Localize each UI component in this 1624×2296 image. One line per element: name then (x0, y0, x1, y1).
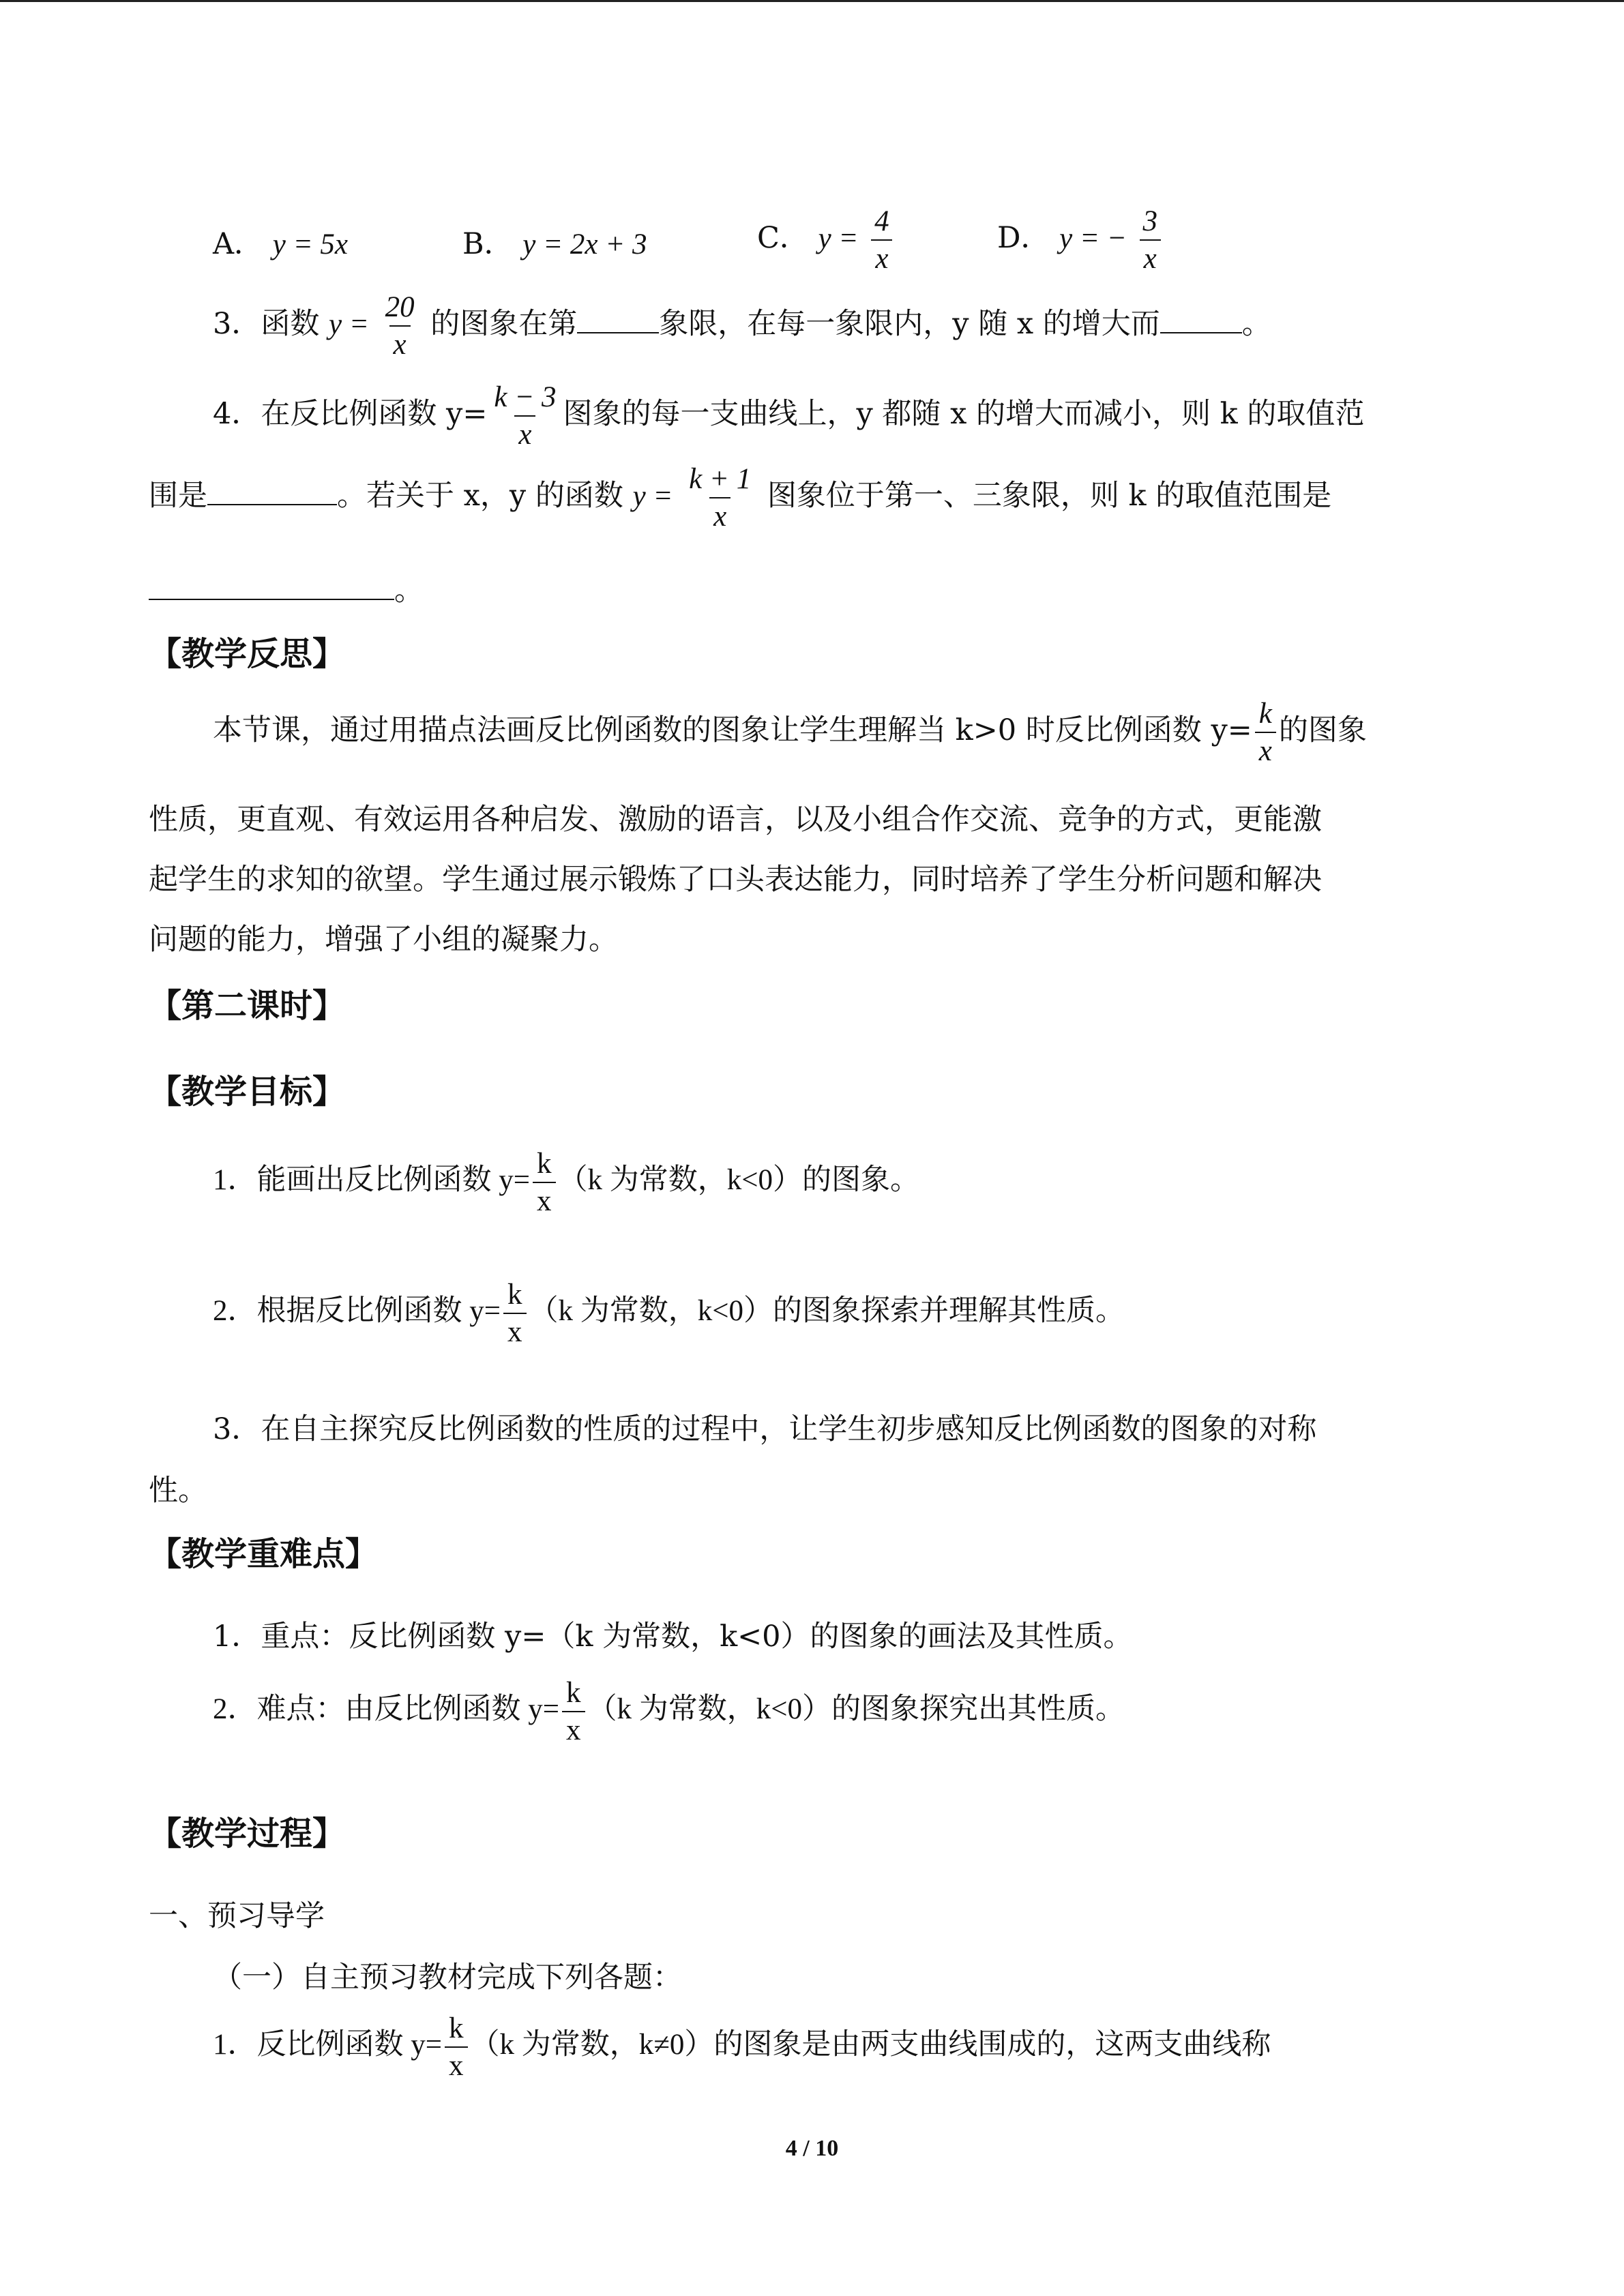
heading-teaching-process: 【教学过程】 (149, 1815, 346, 1853)
option-b-expr: y = 2x + 3 (522, 228, 647, 260)
q4-line2-fraction: $\frac{k + 1}{x}$ (689, 463, 752, 533)
q3-fraction: $\frac{20}{x}$ (385, 291, 415, 361)
option-a: A． y = 5x (213, 227, 348, 261)
goal-1-fraction: $\frac{k}{x}$ (533, 1148, 556, 1217)
goal-2-fraction: $\frac{k}{x}$ (503, 1279, 527, 1347)
key-point-2-fraction: $\frac{k}{x}$ (562, 1678, 585, 1746)
section-preview-sub: （一）自主预习教材完成下列各题： (213, 1960, 682, 1995)
heading-reflection: 【教学反思】 (149, 635, 346, 673)
key-point-1: 1．重点：反比例函数 y=（k 为常数，k<0）的图象的画法及其性质。 (213, 1620, 1133, 1654)
reflection-paragraph-line-2: 性质，更直观、有效运用各种启发、激励的语言，以及小组合作交流、竞争的方式，更能激 (149, 803, 1322, 837)
heading-second-lesson: 【第二课时】 (149, 987, 346, 1025)
heading-teaching-goals: 【教学目标】 (149, 1073, 346, 1111)
reflection-paragraph-line-3: 起学生的求知的欲望。学生通过展示锻炼了口头表达能力，同时培养了学生分析问题和解决 (149, 863, 1322, 897)
reflection-paragraph-line-4: 问题的能力，增强了小组的凝聚力。 (149, 923, 618, 957)
option-d-fraction: $\frac{3}{x}$ (1138, 206, 1162, 274)
option-a-expr: y = 5x (272, 228, 348, 260)
page-top-border (0, 0, 1624, 2)
q3-blank-1[interactable] (577, 306, 659, 333)
q4-blank-2[interactable] (149, 573, 394, 600)
option-b: B． y = 2x + 3 (462, 227, 647, 261)
process-item-1-fraction: $\frac{k}{x}$ (445, 2013, 468, 2081)
option-d: D． y = − $\frac{3}{x}$ (997, 206, 1164, 274)
option-c-fraction: $\frac{4}{x}$ (870, 206, 894, 274)
q3-blank-2[interactable] (1160, 306, 1242, 333)
goal-3-line-2: 性。 (149, 1474, 207, 1508)
reflection-fraction: $\frac{k}{x}$ (1255, 698, 1276, 766)
goal-3-line-1: 3．在自主探究反比例函数的性质的过程中，让学生初步感知反比例函数的图象的对称 (213, 1412, 1317, 1446)
heading-key-points: 【教学重难点】 (149, 1535, 379, 1573)
page-number: 4 / 10 (785, 2136, 839, 2161)
q4-fraction: $\frac{k - 3}{x}$ (494, 381, 557, 451)
section-preview: 一、预习导学 (149, 1899, 325, 1933)
option-c: C． y = $\frac{4}{x}$ (757, 206, 896, 274)
q4-blank-1[interactable] (207, 478, 337, 505)
